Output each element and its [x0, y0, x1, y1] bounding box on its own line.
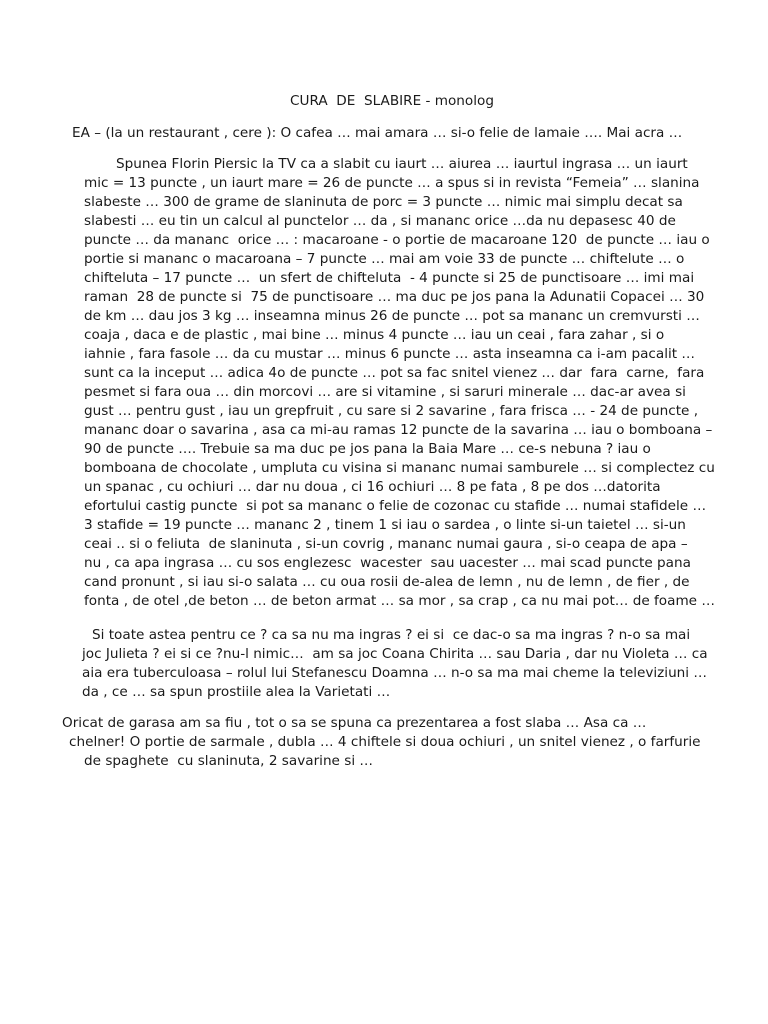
paragraph-2-line: raman 28 de puncte si 75 de punctisoare … ma duc pe jos pana la Adunatii Copacei … 30	[84, 289, 705, 305]
document-title: CURA DE SLABIRE - monolog	[290, 93, 494, 109]
paragraph-3-line: joc Julieta ? ei si ce ?nu-l nimic… am sa joc Coana Chirita … sau Daria , dar nu Violeta … ca	[82, 646, 708, 662]
paragraph-4-line: Oricat de garasa am sa fiu , tot o sa se spuna ca prezentarea a fost slaba … Asa ca …	[62, 715, 647, 731]
paragraph-2-line: cand pronunt , si iau si-o salata … cu oua rosii de-alea de lemn , nu de lemn , de fier , de	[84, 574, 690, 590]
paragraph-2-line: ceai .. si o feliuta de slaninuta , si-un covrig , mananc numai gaura , si-o ceapa de apa –	[84, 536, 688, 552]
paragraph-2-line: pesmet si fara oua … din morcovi … are si vitamine , si saruri minerale … dac-ar avea si	[84, 384, 686, 400]
paragraph-2-line: mananc doar o savarina , asa ca mi-au ramas 12 puncte de la savarina … iau o bomboana –	[84, 422, 713, 438]
paragraph-2-line: de km … dau jos 3 kg … inseamna minus 26 de puncte … pot sa mananc un cremvursti …	[84, 308, 700, 324]
paragraph-2-line: bomboana de chocolate , umpluta cu visina si mananc numai samburele … si complectez cu	[84, 460, 715, 476]
paragraph-2-line: un spanac , cu ochiuri … dar nu doua , ci 16 ochiuri … 8 pe fata , 8 pe dos …datorita	[84, 479, 661, 495]
paragraph-2-line: slabesti … eu tin un calcul al punctelor … da , si mananc orice …da nu depasesc 40 de	[84, 213, 676, 229]
paragraph-2-line: slabeste … 300 de grame de slaninuta de porc = 3 puncte … nimic mai simplu decat sa	[84, 194, 683, 210]
paragraph-2-line: iahnie , fara fasole … da cu mustar … minus 6 puncte … asta inseamna ca i-am pacalit …	[84, 346, 696, 362]
paragraph-2-line: Spunea Florin Piersic la TV ca a slabit cu iaurt … aiurea … iaurtul ingrasa … un iaurt	[116, 156, 688, 172]
paragraph-3-line: Si toate astea pentru ce ? ca sa nu ma ingras ? ei si ce dac-o sa ma ingras ? n-o sa mai	[92, 627, 691, 643]
paragraph-3-line: da , ce … sa spun prostiile alea la Varietati …	[82, 684, 391, 700]
paragraph-2-line: efortului castig puncte si pot sa mananc o felie de cozonac cu stafide … numai stafidele …	[84, 498, 707, 514]
paragraph-2-line: fonta , de otel ,de beton … de beton armat … sa mor , sa crap , ca nu mai pot… de foame …	[84, 593, 715, 609]
paragraph-4-line: chelner! O portie de sarmale , dubla … 4 chiftele si doua ochiuri , un snitel vienez , o farfurie	[69, 734, 701, 750]
paragraph-1-line: EA – (la un restaurant , cere ): O cafea … mai amara … si-o felie de lamaie …. Mai acra …	[72, 125, 683, 141]
paragraph-2-line: portie si mananc o macaroana – 7 puncte … mai am voie 33 de puncte … chiftelute … o	[84, 251, 685, 267]
paragraph-2-line: mic = 13 puncte , un iaurt mare = 26 de puncte … a spus si in revista “Femeia” … slanina	[84, 175, 700, 191]
paragraph-2-line: chifteluta – 17 puncte … un sfert de chifteluta - 4 puncte si 25 de punctisoare … imi mai	[84, 270, 695, 286]
paragraph-2-line: gust … pentru gust , iau un grepfruit , cu sare si 2 savarine , fara frisca … - 24 de puncte ,	[84, 403, 699, 419]
paragraph-4-line: de spaghete cu slaninuta, 2 savarine si …	[84, 753, 374, 769]
paragraph-2-line: 90 de puncte …. Trebuie sa ma duc pe jos pana la Baia Mare … ce-s nebuna ? iau o	[84, 441, 651, 457]
paragraph-2-line: coaja , daca e de plastic , mai bine … minus 4 puncte … iau un ceai , fara zahar , si o	[84, 327, 665, 343]
paragraph-2-line: puncte … da mananc orice … : macaroane - o portie de macaroane 120 de puncte … iau o	[84, 232, 710, 248]
paragraph-2-line: 3 stafide = 19 puncte … mananc 2 , tinem 1 si iau o sardea , o linte si-un taietel … si-un	[84, 517, 686, 533]
paragraph-2-line: sunt ca la inceput … adica 4o de puncte … pot sa fac snitel vienez … dar fara carne, fara	[84, 365, 705, 381]
paragraph-3-line: aia era tuberculoasa – rolul lui Stefanescu Doamna … n-o sa ma mai cheme la televiziuni …	[82, 665, 707, 681]
paragraph-2-line: nu , ca apa ingrasa … cu sos englezesc wacester sau uacester … mai scad puncte pana	[84, 555, 691, 571]
